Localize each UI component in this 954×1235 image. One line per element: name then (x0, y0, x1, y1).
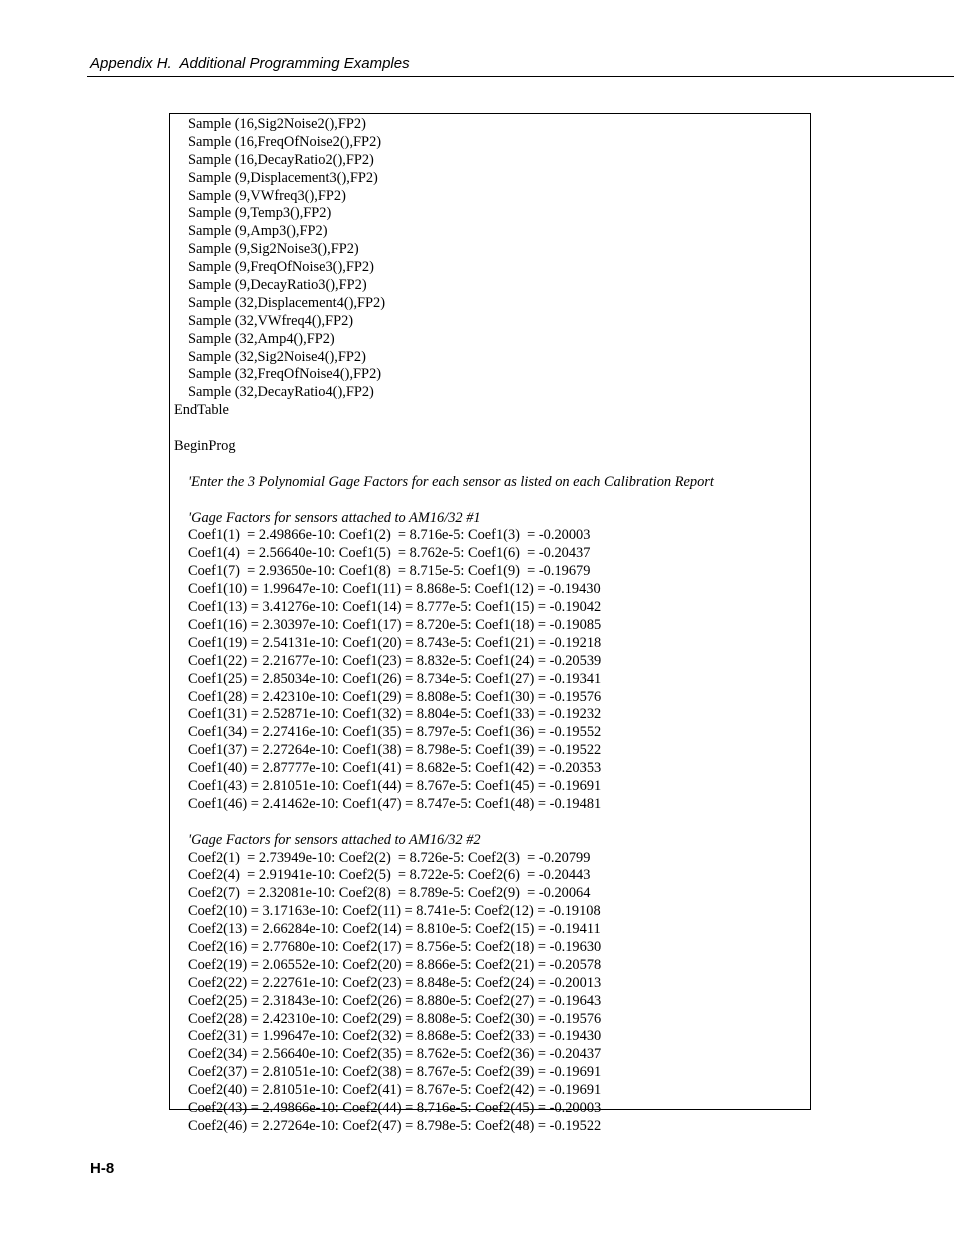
code-line: Coef1(46) = 2.41462e-10: Coef1(47) = 8.747e-5: Coef1(48) = -0.19481 (188, 795, 602, 812)
code-line: Sample (16,DecayRatio2(),FP2) (188, 151, 374, 168)
code-line: Sample (32,Sig2Noise4(),FP2) (188, 348, 366, 365)
page-number: H-8 (90, 1160, 115, 1177)
code-line: Coef1(10) = 1.99647e-10: Coef1(11) = 8.868e-5: Coef1(12) = -0.19430 (188, 581, 601, 598)
code-line: Coef2(22) = 2.22761e-10: Coef2(23) = 8.848e-5: Coef2(24) = -0.20013 (188, 974, 602, 991)
code-comment-line: 'Gage Factors for sensors attached to AM16/32 #2 (188, 831, 481, 848)
code-line (174, 814, 714, 832)
code-line: Sample (9,Sig2Noise3(),FP2) (188, 241, 359, 258)
code-line: Coef1(43) = 2.81051e-10: Coef1(44) = 8.767e-5: Coef1(45) = -0.19691 (188, 777, 602, 794)
code-line: Coef1(37) = 2.27264e-10: Coef1(38) = 8.798e-5: Coef1(39) = -0.19522 (188, 742, 602, 759)
header-divider (87, 76, 954, 77)
code-line: Coef2(16) = 2.77680e-10: Coef2(17) = 8.756e-5: Coef2(18) = -0.19630 (188, 938, 602, 955)
code-line: Coef2(4) = 2.91941e-10: Coef2(5) = 8.722e-5: Coef2(6) = -0.20443 (188, 867, 591, 884)
code-line: Coef1(34) = 2.27416e-10: Coef1(35) = 8.797e-5: Coef1(36) = -0.19552 (188, 724, 602, 741)
code-line: Coef1(16) = 2.30397e-10: Coef1(17) = 8.720e-5: Coef1(18) = -0.19085 (188, 616, 602, 633)
code-line: Sample (9,VWfreq3(),FP2) (188, 187, 346, 204)
code-line: Coef1(13) = 3.41276e-10: Coef1(14) = 8.777e-5: Coef1(15) = -0.19042 (188, 599, 602, 616)
code-line: Sample (32,DecayRatio4(),FP2) (188, 384, 374, 401)
code-line: Coef1(1) = 2.49866e-10: Coef1(2) = 8.716e-5: Coef1(3) = -0.20003 (188, 527, 591, 544)
code-line: Sample (9,DecayRatio3(),FP2) (188, 277, 367, 294)
code-line: Coef2(7) = 2.32081e-10: Coef2(8) = 8.789e-5: Coef2(9) = -0.20064 (188, 885, 591, 902)
code-line: Sample (32,VWfreq4(),FP2) (188, 312, 354, 329)
code-line (174, 456, 714, 474)
code-line: Coef2(25) = 2.31843e-10: Coef2(26) = 8.880e-5: Coef2(27) = -0.19643 (188, 992, 602, 1009)
code-listing-box (169, 113, 811, 1134)
code-line: Coef1(28) = 2.42310e-10: Coef1(29) = 8.808e-5: Coef1(30) = -0.19576 (188, 688, 602, 705)
code-line (174, 420, 714, 438)
code-line: Sample (16,FreqOfNoise2(),FP2) (188, 133, 382, 150)
code-line: BeginProg (174, 438, 236, 455)
code-line: Coef1(25) = 2.85034e-10: Coef1(26) = 8.734e-5: Coef1(27) = -0.19341 (188, 670, 602, 687)
code-line: Sample (32,Displacement4(),FP2) (188, 294, 386, 311)
code-line: Coef2(28) = 2.42310e-10: Coef2(29) = 8.808e-5: Coef2(30) = -0.19576 (188, 1010, 602, 1027)
code-line: Coef2(1) = 2.73949e-10: Coef2(2) = 8.726e-5: Coef2(3) = -0.20799 (188, 849, 591, 866)
code-line: Sample (16,Sig2Noise2(),FP2) (188, 116, 366, 132)
code-line: Sample (32,Amp4(),FP2) (188, 330, 335, 347)
code-line: Coef2(10) = 3.17163e-10: Coef2(11) = 8.741e-5: Coef2(12) = -0.19108 (188, 903, 601, 920)
code-line: Coef2(34) = 2.56640e-10: Coef2(35) = 8.762e-5: Coef2(36) = -0.20437 (188, 1046, 602, 1063)
code-line: Coef2(31) = 1.99647e-10: Coef2(32) = 8.868e-5: Coef2(33) = -0.19430 (188, 1028, 602, 1045)
code-line: Coef1(40) = 2.87777e-10: Coef1(41) = 8.682e-5: Coef1(42) = -0.20353 (188, 760, 602, 777)
code-line: Sample (9,Temp3(),FP2) (188, 205, 332, 222)
code-line: Coef2(13) = 2.66284e-10: Coef2(14) = 8.810e-5: Coef2(15) = -0.19411 (188, 921, 601, 938)
code-line: Coef2(37) = 2.81051e-10: Coef2(38) = 8.767e-5: Coef2(39) = -0.19691 (188, 1064, 602, 1081)
code-line: Sample (9,FreqOfNoise3(),FP2) (188, 259, 374, 276)
code-line: Sample (9,Amp3(),FP2) (188, 223, 328, 240)
code-line: Coef1(4) = 2.56640e-10: Coef1(5) = 8.762e-5: Coef1(6) = -0.20437 (188, 545, 591, 562)
code-listing (174, 116, 714, 1136)
code-line: Coef2(43) = 2.49866e-10: Coef2(44) = 8.716e-5: Coef2(45) = -0.20003 (188, 1099, 602, 1116)
page-header-title: Appendix H. Additional Programming Examples (90, 55, 410, 72)
code-line: EndTable (174, 402, 229, 419)
code-line: Coef1(22) = 2.21677e-10: Coef1(23) = 8.832e-5: Coef1(24) = -0.20539 (188, 652, 602, 669)
code-line: Coef2(46) = 2.27264e-10: Coef2(47) = 8.798e-5: Coef2(48) = -0.19522 (188, 1117, 602, 1134)
code-line: Coef1(31) = 2.52871e-10: Coef1(32) = 8.804e-5: Coef1(33) = -0.19232 (188, 706, 602, 723)
code-line: Coef2(19) = 2.06552e-10: Coef2(20) = 8.866e-5: Coef2(21) = -0.20578 (188, 956, 602, 973)
code-comment-line: 'Enter the 3 Polynomial Gage Factors for each sensor as listed on each Calibration Report (188, 473, 714, 490)
code-line (174, 492, 714, 510)
code-line: Coef1(7) = 2.93650e-10: Coef1(8) = 8.715e-5: Coef1(9) = -0.19679 (188, 563, 591, 580)
code-line: Coef2(40) = 2.81051e-10: Coef2(41) = 8.767e-5: Coef2(42) = -0.19691 (188, 1082, 602, 1099)
code-comment-line: 'Gage Factors for sensors attached to AM16/32 #1 (188, 509, 481, 526)
code-line: Coef1(19) = 2.54131e-10: Coef1(20) = 8.743e-5: Coef1(21) = -0.19218 (188, 634, 602, 651)
code-line: Sample (9,Displacement3(),FP2) (188, 169, 378, 186)
code-line: Sample (32,FreqOfNoise4(),FP2) (188, 366, 382, 383)
